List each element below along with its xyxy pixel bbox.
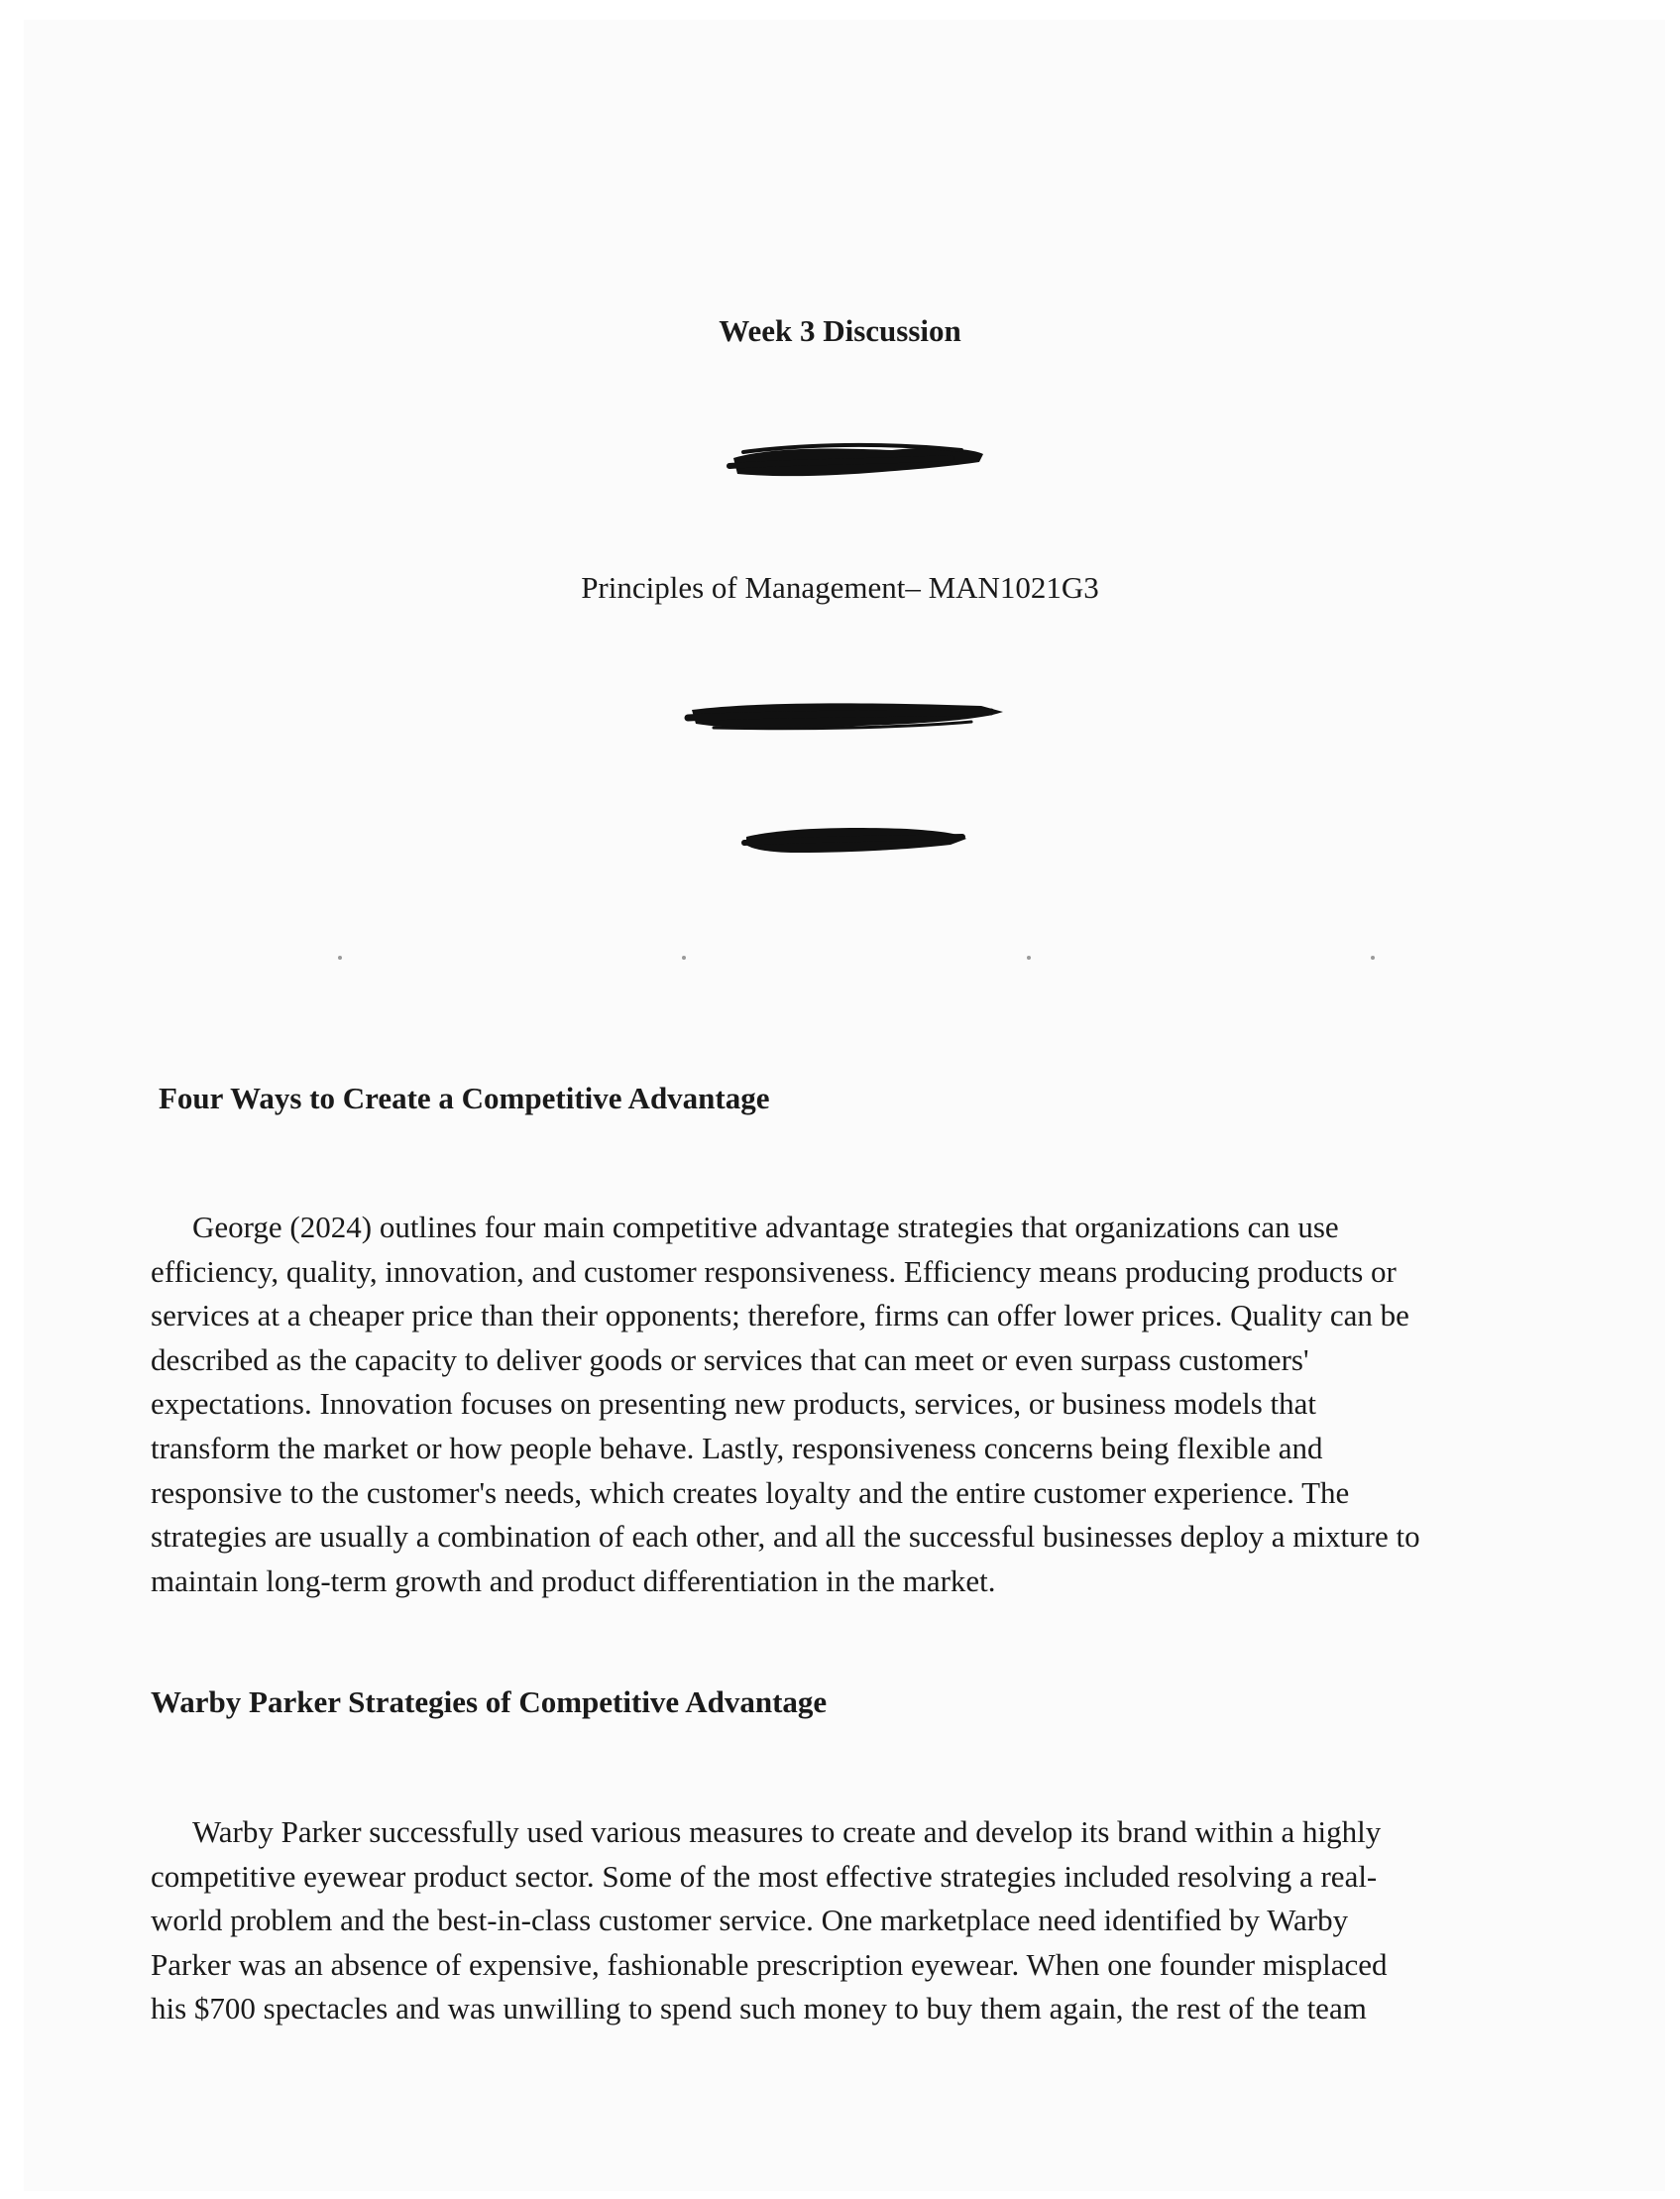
author-name-redaction [724,436,991,486]
paragraph-line: Warby Parker successfully used various measures to create and develop its brand within a highly [192,1814,1382,1849]
paragraph-line: George (2024) outlines four main competitive advantage strategies that organizations can use [192,1210,1339,1244]
paragraph-line: competitive eyewear product sector. Some of the most effective strategies included resolving a real- [151,1858,1378,1894]
scan-artifact-dot [1371,956,1375,960]
course-name: Principles of Management– MAN1021G3 [581,570,1099,605]
section-paragraph-competitive-advantage [151,1206,1558,1603]
section-heading-competitive-advantage: Four Ways to Create a Competitive Advantage [159,1081,770,1115]
paragraph-line: maintain long-term growth and product differentiation in the market. [151,1562,996,1598]
paragraph-line: world problem and the best-in-class customer service. One marketplace need identified by Warby [151,1903,1349,1938]
paragraph-line: expectations. Innovation focuses on presenting new products, services, or business models that [151,1386,1317,1422]
paragraph-line: responsive to the customer's needs, which creates loyalty and the entire customer experience. The [151,1474,1350,1510]
paragraph-line: services at a cheaper price than their opponents; therefore, firms can offer lower prices. Quality can be [151,1298,1409,1333]
scan-artifact-dot [1027,956,1031,960]
instructor-name-redaction [684,694,1011,740]
paragraph-line: his $700 spectacles and was unwilling to spend such money to buy them again, the rest of the team [151,1991,1367,2026]
paragraph-line: efficiency, quality, innovation, and customer responsiveness. Efficiency means producing products or [151,1253,1397,1289]
document-title: Week 3 Discussion [719,313,961,348]
date-redaction [738,819,971,863]
paragraph-line: transform the market or how people behave. Lastly, responsiveness concerns being flexible and [151,1430,1323,1465]
paragraph-line: strategies are usually a combination of each other, and all the successful businesses deploy a mixture to [151,1519,1420,1555]
scan-artifact-dot [338,956,342,960]
paragraph-line: Parker was an absence of expensive, fashionable prescription eyewear. When one founder misplaced [151,1946,1388,1982]
paragraph-line: described as the capacity to deliver goods or services that can meet or even surpass customers' [151,1341,1309,1377]
scan-artifact-dot [682,956,686,960]
section-heading-warby-parker: Warby Parker Strategies of Competitive Advantage [151,1684,828,1719]
section-paragraph-warby-parker [151,1810,1558,2031]
